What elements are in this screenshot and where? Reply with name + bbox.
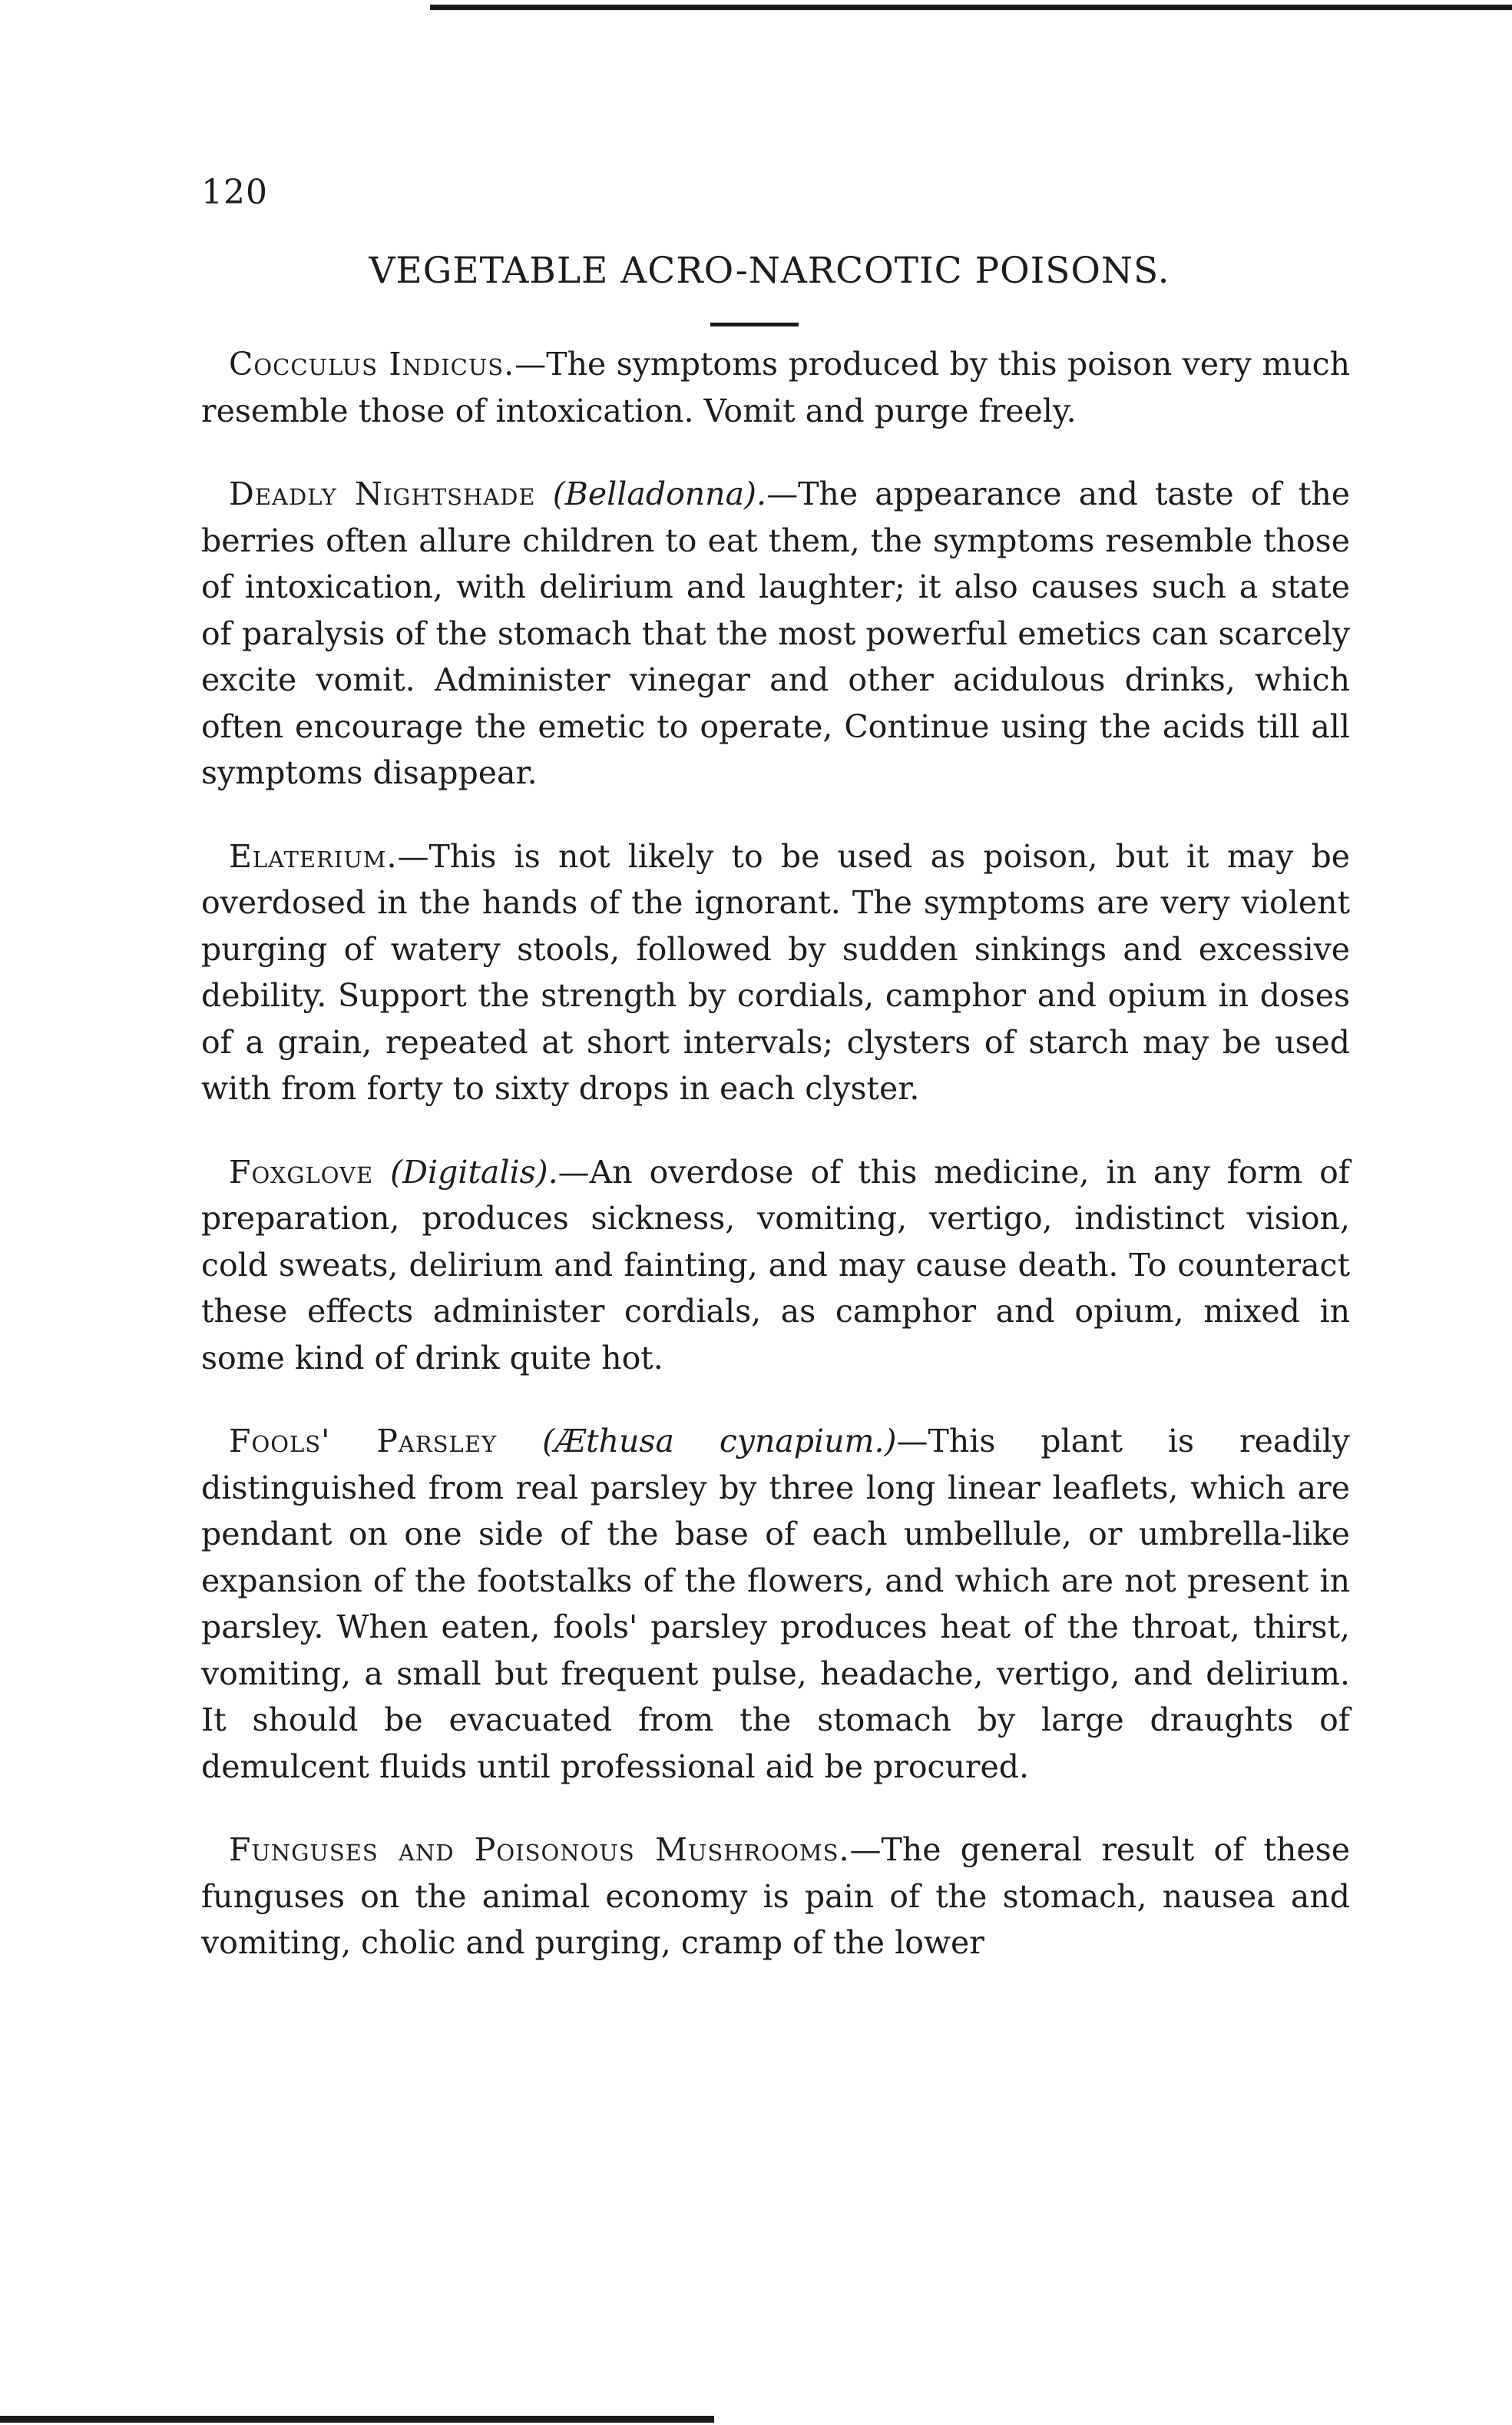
entry-elaterium xyxy=(201,833,1350,1112)
entry-title: Elaterium. xyxy=(229,837,398,875)
heading-divider xyxy=(710,323,799,326)
entry-latin-name: (Digitalis). xyxy=(390,1153,558,1191)
entry-body: —The appearance and taste of the berries often allure children to eat them, the symptoms resemble those of intoxication, with delirium and laughter; it also causes such a state of paralysis of the stomach that the most powerful emetics can scarcely excite vomit. Administer vinegar and other acidulous drinks, which often encourage the emetic to operate, Continue using the acids till all symptoms disappear. xyxy=(201,475,1351,791)
entry-body: —An overdose of this medicine, in any form of preparation, produces sickness, vomiting, vertigo, indistinct vision, cold sweats, delirium and fainting, and may cause death. To counteract these effects administer cordials, as camphor and opium, mixed in some kind of drink quite hot. xyxy=(201,1153,1350,1376)
entry-title: Cocculus Indicus. xyxy=(229,346,515,383)
entry-body: —This is not likely to be used as poison, but it may be overdosed in the hands of the ignorant. The symptoms are very violent purging of watery stools, followed by sudden sinkings and excessive debility. Support the strength by cordials, camphor and opium in doses of a grain, repeated at short intervals; clysters of starch may be used with from forty to sixty drops in each clyster. xyxy=(201,837,1350,1107)
entry-body: —This plant is readily distinguished from real parsley by three long linear leaflets, which are pendant on one side of the base of each umbellule, or umbrella-like expansion of the footstalks of the flowers, and which are not present in parsley. When eaten, fools' parsley produces heat of the throat, thirst, vomiting, a small but frequent pulse, headache, vertigo, and delirium. It should be evacuated from the stomach by large draughts of demulcent fluids until professional aid be procured. xyxy=(201,1423,1350,1785)
entry-foxglove xyxy=(201,1149,1350,1382)
entry-title: Foxglove xyxy=(229,1153,374,1191)
entry-latin-name: (Æthusa cynapium.) xyxy=(542,1423,897,1459)
running-head: VEGETABLE ACRO-NARCOTIC POISONS. xyxy=(369,250,1170,292)
entry-title: Fools' Parsley xyxy=(229,1423,498,1459)
bottom-edge-rule xyxy=(0,2416,714,2423)
entry-fools-parsley xyxy=(201,1418,1350,1790)
entry-title: Funguses and Poisonous Mushrooms. xyxy=(229,1831,850,1868)
entry-cocculus-indicus xyxy=(201,341,1350,434)
entry-body: —The symptoms produced by this poison very much resemble those of intoxication. Vomit and purge freely. xyxy=(201,346,1350,429)
entry-body: —The general result of these funguses on the animal economy is pain of the stomach, nausea and vomiting, cholic and purging, cramp of the lower xyxy=(201,1831,1350,1961)
page-number: 120 xyxy=(201,173,268,212)
entry-title: Deadly Nightshade xyxy=(229,475,536,512)
entry-funguses-and-poisonous-mushrooms xyxy=(201,1827,1350,1966)
page-content xyxy=(201,341,1350,1966)
top-edge-rule xyxy=(430,5,1512,10)
entry-deadly-nightshade xyxy=(201,471,1350,797)
entry-latin-name: (Belladonna). xyxy=(552,475,767,512)
